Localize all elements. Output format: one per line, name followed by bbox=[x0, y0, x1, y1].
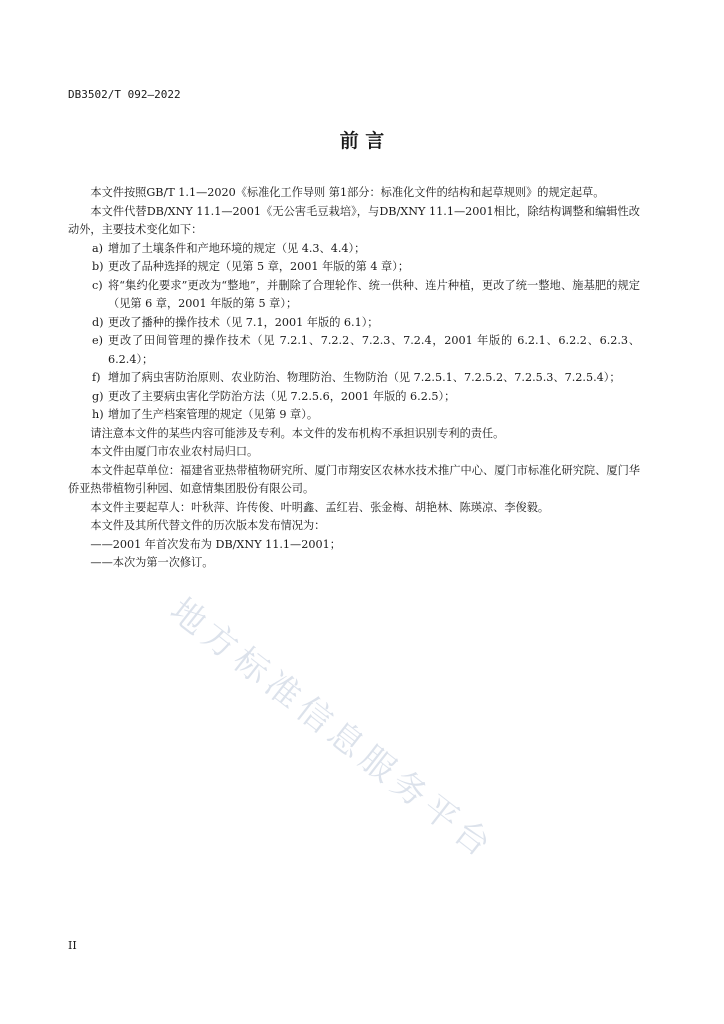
list-item-text: 更改了田间管理的操作技术（见 7.2.1、7.2.2、7.2.3、7.2.4，2001 年版的 6.2.1、6.2.2、6.2.3、6.2.4）； bbox=[108, 334, 640, 366]
list-item-text: 更改了品种选择的规定（见第 5 章，2001 年版的第 4 章）； bbox=[108, 260, 410, 273]
list-item bbox=[68, 332, 640, 369]
list-item-text: 更改了主要病虫害化学防治方法（见 7.2.5.6，2001 年版的 6.2.5）； bbox=[108, 389, 456, 403]
document-body bbox=[68, 184, 640, 573]
list-item bbox=[68, 314, 640, 333]
list-item-text: 增加了土壤条件和产地环境的规定（见 4.3、4.4）； bbox=[108, 241, 366, 255]
list-item-text: 更改了播种的操作技术（见 7.1，2001 年版的 6.1）； bbox=[108, 315, 379, 329]
intro-paragraph-replacement: 本文件代替DB/XNY 11.1—2001《无公害毛豆栽培》，与DB/XNY 11.1—2001相比，除结构调整和编辑性改动外，主要技术变化如下： bbox=[68, 204, 640, 236]
list-item bbox=[68, 388, 640, 407]
patent-notice: 请注意本文件的某些内容可能涉及专利。本文件的发布机构不承担识别专利的责任。 bbox=[90, 426, 505, 440]
list-item-mark: g) bbox=[92, 389, 104, 403]
list-item bbox=[68, 240, 640, 259]
list-item bbox=[68, 369, 640, 388]
list-item-text: 增加了病虫害防治原则、农业防治、物理防治、生物防治（见 7.2.5.1、7.2.5.2、7.2.5.3、7.2.5.4）； bbox=[108, 371, 621, 384]
intro-paragraph-drafting-rules: 本文件按照GB/T 1.1—2020《标准化工作导则 第1部分：标准化文件的结构和起草规则》的规定起草。 bbox=[90, 186, 605, 199]
list-item bbox=[68, 406, 640, 425]
list-item-mark: c) bbox=[92, 278, 103, 292]
drafting-organizations: 本文件起草单位：福建省亚热带植物研究所、厦门市翔安区农林水技术推广中心、厦门市标准化研究院、厦门华侨亚热带植物引种园、如意情集团股份有限公司。 bbox=[68, 463, 640, 495]
list-item-mark: d) bbox=[92, 315, 104, 329]
list-item-text: 将“集约化要求”更改为“整地”，并删除了合理轮作、统一供种、连片种植，更改了统一整地、施基肥的规定（见第 6 章，2001 年版的第 5 章）； bbox=[108, 278, 640, 310]
watermark: 地方标准信息服务平台 bbox=[162, 590, 503, 869]
list-item-mark: h) bbox=[92, 408, 104, 421]
document-code: DB3502/T 092—2022 bbox=[68, 88, 181, 101]
list-item bbox=[68, 258, 640, 277]
list-item-text: 增加了生产档案管理的规定（见第 9 章）。 bbox=[108, 408, 319, 421]
list-item bbox=[68, 277, 640, 314]
responsible-authority: 本文件由厦门市农业农村局归口。 bbox=[90, 445, 259, 458]
page-title: 前 言 bbox=[339, 130, 385, 152]
list-item-mark: e) bbox=[92, 334, 103, 347]
page-number: II bbox=[68, 939, 77, 952]
main-drafters: 本文件主要起草人：叶秋萍、许传俊、叶明鑫、孟红岩、张金梅、胡艳林、陈瑛凉、李俊毅。 bbox=[90, 500, 550, 514]
version-history-item: ——2001 年首次发布为 DB/XNY 11.1—2001； bbox=[90, 537, 341, 551]
version-history-intro: 本文件及其所代替文件的历次版本发布情况为： bbox=[90, 519, 326, 532]
list-item-mark: a) bbox=[92, 241, 104, 255]
list-item-mark: b) bbox=[92, 260, 104, 273]
version-history-item: ——本次为第一次修订。 bbox=[90, 556, 214, 569]
list-item-mark: f) bbox=[92, 371, 101, 384]
